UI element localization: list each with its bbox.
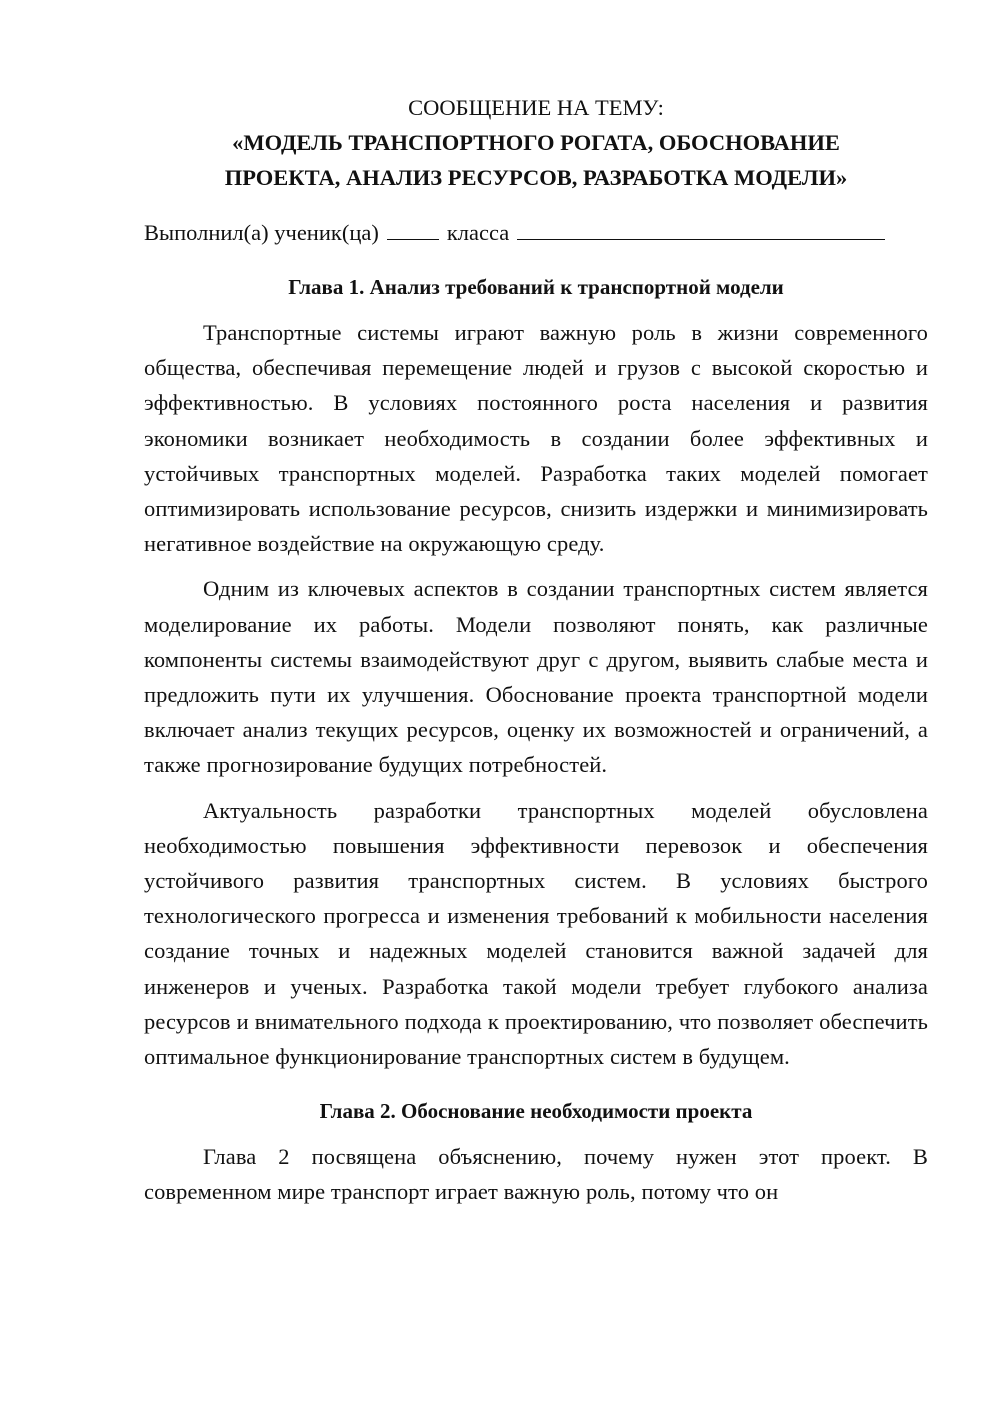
chapter-1-paragraph-1: Транспортные системы играют важную роль в жизни современного общества, обеспечивая перемещение людей и грузов с высокой скоростью и эффективностью. В условиях постоянного роста населения и развития экономики возникает необходимость в создании более эффективных и устойчивых транспортных моделей. Разработка таких моделей помогает оптимизировать использование ресурсов, снизить издержки и минимизировать негативное воздействие на окружающую среду.: [144, 320, 928, 557]
document-title-line-2: ПРОЕКТА, АНАЛИЗ РЕСУРСОВ, РАЗРАБОТКА МОДЕЛИ»: [224, 165, 848, 190]
author-prefix: Выполнил(а) ученик(ца): [144, 220, 379, 245]
document-page: [144, 90, 928, 1220]
class-label: класса: [446, 220, 510, 245]
chapter-1-heading: Глава 1. Анализ требований к транспортной модели: [288, 275, 784, 299]
topic-label: СООБЩЕНИЕ НА ТЕМУ:: [408, 95, 664, 120]
chapter-2-paragraph-1: Глава 2 посвящена объяснению, почему нужен этот проект. В современном мире транспорт играет важную роль, потому что он: [144, 1144, 928, 1205]
chapter-2-heading: Глава 2. Обоснование необходимости проекта: [319, 1099, 753, 1124]
chapter-1-paragraph-3: Актуальность разработки транспортных моделей обусловлена необходимостью повышения эффективности перевозок и обеспечения устойчивого развития транспортных систем. В условиях быстрого технологического прогресса и изменения требований к мобильности населения создание точных и надежных моделей становится важной задачей для инженеров и ученых. Разработка такой модели требует глубокого анализа ресурсов и внимательного подхода к проектированию, что позволяет обеспечить оптимальное функционирование транспортных систем в будущем.: [144, 797, 928, 1070]
student-name-blank: [517, 217, 885, 240]
class-number-blank: [387, 217, 439, 240]
author-line: [144, 215, 928, 250]
chapter-1-paragraph-2: Одним из ключевых аспектов в создании транспортных систем является моделирование их работы. Модели позволяют понять, как различные компоненты системы взаимодействуют друг с другом, выявить слабые места и предложить пути их улучшения. Обоснование проекта транспортной модели включает анализ текущих ресурсов, оценку их возможностей и ограничений, а также прогнозирование будущих потребностей.: [144, 576, 928, 778]
document-title-line-1: «МОДЕЛЬ ТРАНСПОРТНОГО РОГАТА, ОБОСНОВАНИЕ: [232, 130, 840, 155]
